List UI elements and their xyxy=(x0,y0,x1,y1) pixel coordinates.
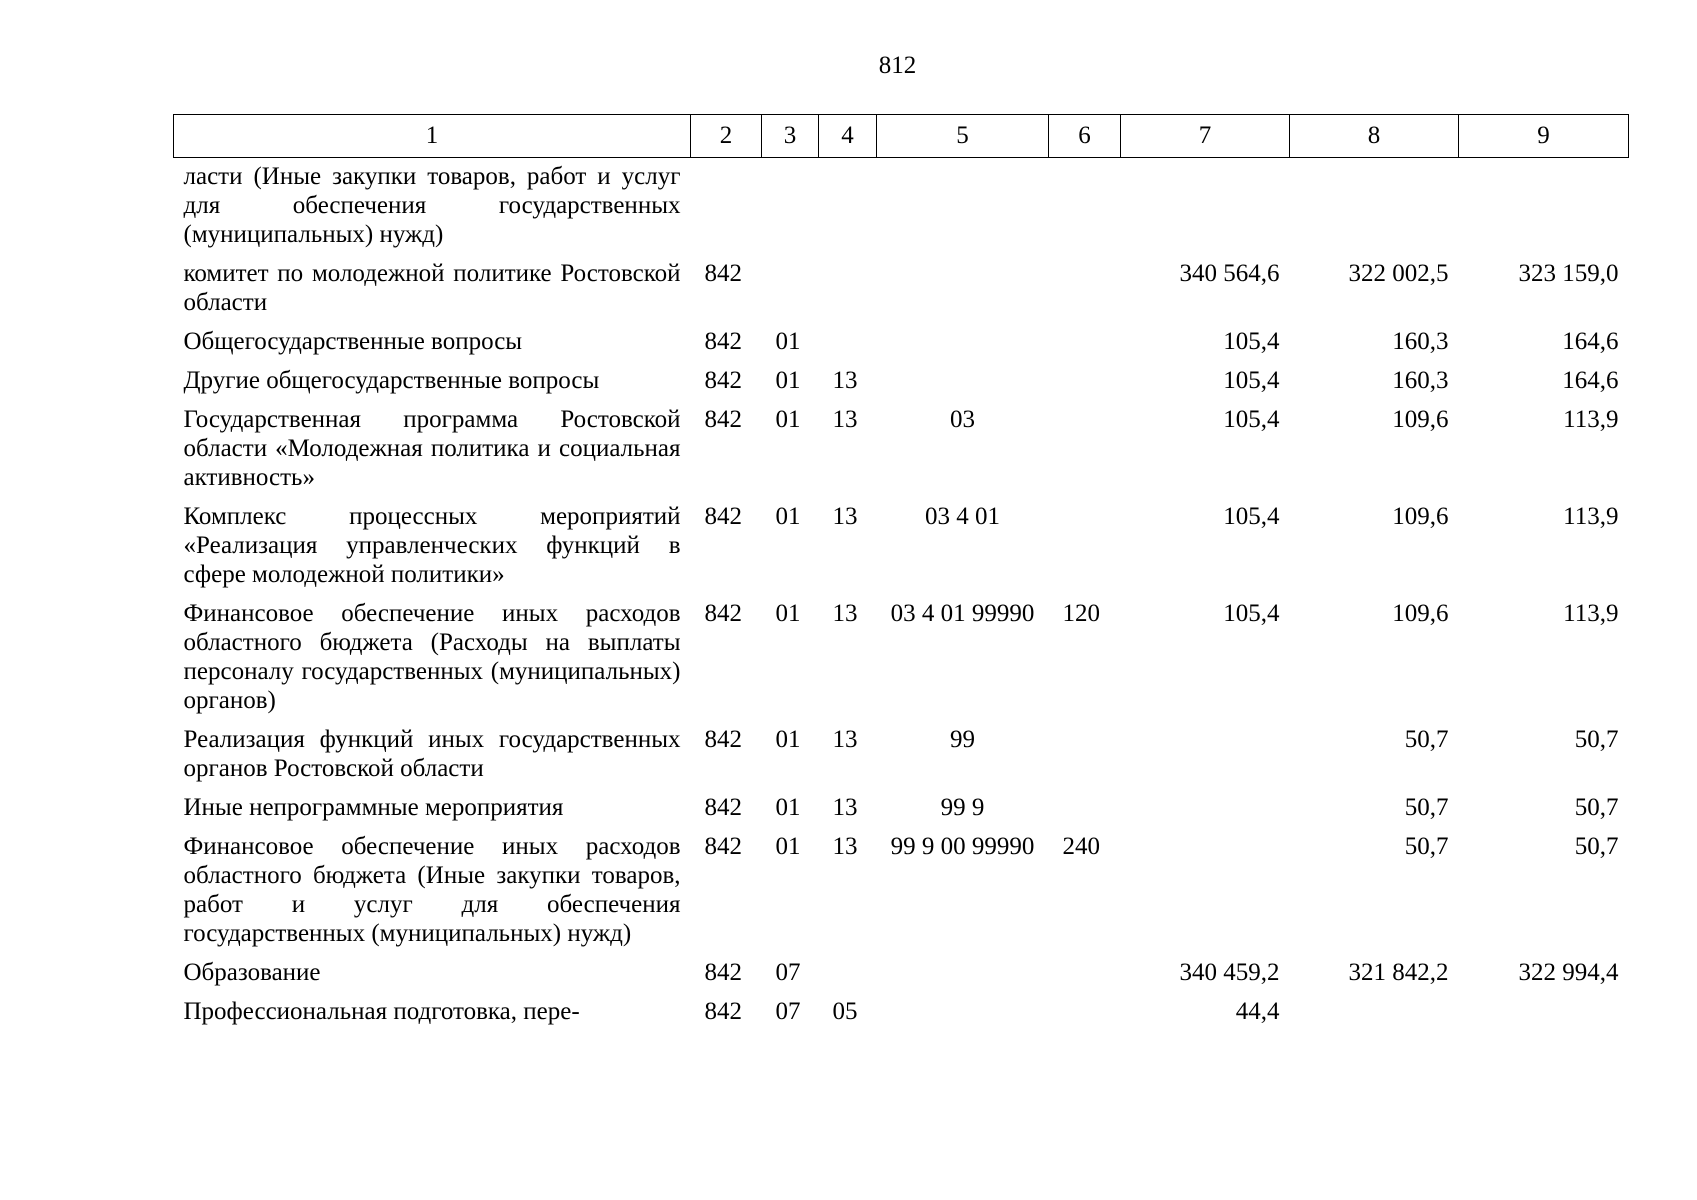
column-header: 4 xyxy=(819,115,877,158)
cell-expense-type xyxy=(1049,789,1121,828)
cell-subsection: 13 xyxy=(832,794,858,821)
table-row xyxy=(174,323,1629,362)
table-row xyxy=(174,498,1629,595)
cell-expense-type xyxy=(1049,362,1121,401)
cell-amount-col8: 160,3 xyxy=(1392,367,1449,394)
cell-subsection xyxy=(819,255,877,323)
cell-section xyxy=(762,158,819,256)
cell-section: 01 xyxy=(775,328,801,355)
cell-amount-col8: 50,7 xyxy=(1404,726,1449,753)
cell-section: 01 xyxy=(775,503,801,530)
cell-amount-col7: 44,4 xyxy=(1235,998,1280,1025)
cell-subsection: 13 xyxy=(832,726,858,753)
table-row xyxy=(174,721,1629,789)
cell-name: Образование xyxy=(183,959,321,986)
cell-amount-col9: 50,7 xyxy=(1574,833,1619,860)
table-header xyxy=(174,115,1629,158)
cell-section: 01 xyxy=(775,726,801,753)
cell-name: ласти (Иные закупки товаров, работ и услуг для обеспечения государственных (муниципальных) нужд) xyxy=(183,163,681,248)
cell-expense-type xyxy=(1049,158,1121,256)
cell-ministry-code: 842 xyxy=(704,998,742,1025)
cell-section: 01 xyxy=(775,794,801,821)
cell-name: комитет по молодежной политике Ростовской области xyxy=(183,260,681,316)
cell-subsection: 05 xyxy=(832,998,858,1025)
table-row xyxy=(174,993,1629,1032)
cell-name: Реализация функций иных государственных органов Ростовской области xyxy=(183,726,681,782)
cell-subsection: 13 xyxy=(832,833,858,860)
cell-ministry-code: 842 xyxy=(704,367,742,394)
cell-amount-col9 xyxy=(1459,993,1629,1032)
cell-subsection: 13 xyxy=(832,503,858,530)
cell-section: 01 xyxy=(775,833,801,860)
cell-name: Профессиональная подготовка, пере- xyxy=(183,998,580,1025)
column-header: 5 xyxy=(877,115,1049,158)
cell-amount-col7: 105,4 xyxy=(1223,406,1280,433)
cell-name: Другие общегосударственные вопросы xyxy=(183,367,600,394)
cell-amount-col7 xyxy=(1121,158,1290,256)
cell-amount-col8: 321 842,2 xyxy=(1348,959,1449,986)
cell-name: Комплекс процессных мероприятий «Реализация управленческих функций в сфере молодежной политики» xyxy=(183,503,681,588)
table-row xyxy=(174,362,1629,401)
cell-name: Иные непрограммные мероприятия xyxy=(183,794,564,821)
cell-amount-col9: 164,6 xyxy=(1562,367,1619,394)
cell-expense-type xyxy=(1049,255,1121,323)
cell-ministry-code: 842 xyxy=(704,503,742,530)
cell-amount-col9: 113,9 xyxy=(1563,600,1619,627)
cell-target-article xyxy=(877,954,1049,993)
column-header: 2 xyxy=(691,115,762,158)
cell-name: Финансовое обеспечение иных расходов областного бюджета (Иные закупки товаров, работ и услуг для обеспечения государственных (муниципальных) нужд) xyxy=(183,833,681,947)
cell-ministry-code: 842 xyxy=(704,260,742,287)
table-row xyxy=(174,828,1629,954)
cell-subsection: 13 xyxy=(832,600,858,627)
cell-section: 07 xyxy=(775,998,801,1025)
cell-expense-type: 240 xyxy=(1062,833,1100,860)
cell-amount-col8: 109,6 xyxy=(1392,406,1449,433)
cell-amount-col8: 109,6 xyxy=(1392,503,1449,530)
cell-amount-col8: 50,7 xyxy=(1404,794,1449,821)
cell-subsection: 13 xyxy=(832,367,858,394)
table-row xyxy=(174,255,1629,323)
cell-amount-col8: 50,7 xyxy=(1404,833,1449,860)
cell-amount-col9: 323 159,0 xyxy=(1518,260,1619,287)
cell-target-article: 99 xyxy=(950,726,975,753)
table-row xyxy=(174,158,1629,256)
cell-expense-type xyxy=(1049,323,1121,362)
cell-subsection xyxy=(819,954,877,993)
cell-amount-col7: 340 459,2 xyxy=(1179,959,1280,986)
cell-amount-col9: 322 994,4 xyxy=(1518,959,1619,986)
cell-name: Общегосударственные вопросы xyxy=(183,328,523,355)
cell-target-article xyxy=(877,993,1049,1032)
cell-amount-col7 xyxy=(1121,789,1290,828)
cell-amount-col7: 105,4 xyxy=(1223,600,1280,627)
cell-amount-col9: 50,7 xyxy=(1574,794,1619,821)
cell-target-article xyxy=(877,323,1049,362)
cell-section: 01 xyxy=(775,600,801,627)
cell-ministry-code xyxy=(691,158,762,256)
column-header: 9 xyxy=(1459,115,1629,158)
cell-ministry-code: 842 xyxy=(704,726,742,753)
table-row xyxy=(174,954,1629,993)
cell-subsection xyxy=(819,323,877,362)
cell-amount-col7: 105,4 xyxy=(1223,367,1280,394)
table-row xyxy=(174,401,1629,498)
cell-amount-col9: 113,9 xyxy=(1563,406,1619,433)
header-row xyxy=(174,115,1629,158)
cell-ministry-code: 842 xyxy=(704,794,742,821)
cell-name: Финансовое обеспечение иных расходов областного бюджета (Расходы на выплаты персоналу государственных (муниципальных) органов) xyxy=(183,600,681,714)
cell-amount-col7: 105,4 xyxy=(1223,503,1280,530)
cell-target-article: 03 xyxy=(950,406,975,433)
cell-section: 07 xyxy=(775,959,801,986)
cell-target-article: 03 4 01 xyxy=(925,503,1000,530)
cell-expense-type xyxy=(1049,954,1121,993)
table-body xyxy=(174,158,1629,1033)
cell-ministry-code: 842 xyxy=(704,833,742,860)
cell-expense-type xyxy=(1049,993,1121,1032)
cell-section xyxy=(762,255,819,323)
cell-subsection: 13 xyxy=(832,406,858,433)
column-header: 6 xyxy=(1049,115,1121,158)
cell-amount-col8: 322 002,5 xyxy=(1348,260,1449,287)
cell-target-article xyxy=(877,255,1049,323)
column-header: 7 xyxy=(1121,115,1290,158)
cell-amount-col8: 109,6 xyxy=(1392,600,1449,627)
cell-expense-type: 120 xyxy=(1062,600,1100,627)
column-header: 8 xyxy=(1290,115,1459,158)
budget-table xyxy=(173,114,1629,1032)
cell-section: 01 xyxy=(775,367,801,394)
cell-amount-col8: 160,3 xyxy=(1392,328,1449,355)
cell-amount-col7: 340 564,6 xyxy=(1179,260,1280,287)
cell-ministry-code: 842 xyxy=(704,600,742,627)
cell-amount-col7 xyxy=(1121,828,1290,954)
column-header: 3 xyxy=(762,115,819,158)
page-number: 812 xyxy=(878,52,917,79)
cell-expense-type xyxy=(1049,498,1121,595)
cell-amount-col9 xyxy=(1459,158,1629,256)
cell-target-article: 03 4 01 99990 xyxy=(890,600,1035,627)
cell-name: Государственная программа Ростовской области «Молодежная политика и социальная активность» xyxy=(183,406,681,491)
cell-ministry-code: 842 xyxy=(704,959,742,986)
cell-target-article: 99 9 00 99990 xyxy=(890,833,1035,860)
cell-ministry-code: 842 xyxy=(704,328,742,355)
cell-expense-type xyxy=(1049,721,1121,789)
cell-amount-col9: 164,6 xyxy=(1562,328,1619,355)
cell-amount-col8 xyxy=(1290,993,1459,1032)
cell-target-article: 99 9 xyxy=(940,794,985,821)
cell-amount-col9: 113,9 xyxy=(1563,503,1619,530)
table-row xyxy=(174,595,1629,721)
table-row xyxy=(174,789,1629,828)
cell-subsection xyxy=(819,158,877,256)
cell-ministry-code: 842 xyxy=(704,406,742,433)
cell-amount-col9: 50,7 xyxy=(1574,726,1619,753)
cell-amount-col7: 105,4 xyxy=(1223,328,1280,355)
cell-amount-col8 xyxy=(1290,158,1459,256)
cell-section: 01 xyxy=(775,406,801,433)
cell-target-article xyxy=(877,158,1049,256)
cell-target-article xyxy=(877,362,1049,401)
column-header: 1 xyxy=(174,115,691,158)
cell-amount-col7 xyxy=(1121,721,1290,789)
cell-expense-type xyxy=(1049,401,1121,498)
